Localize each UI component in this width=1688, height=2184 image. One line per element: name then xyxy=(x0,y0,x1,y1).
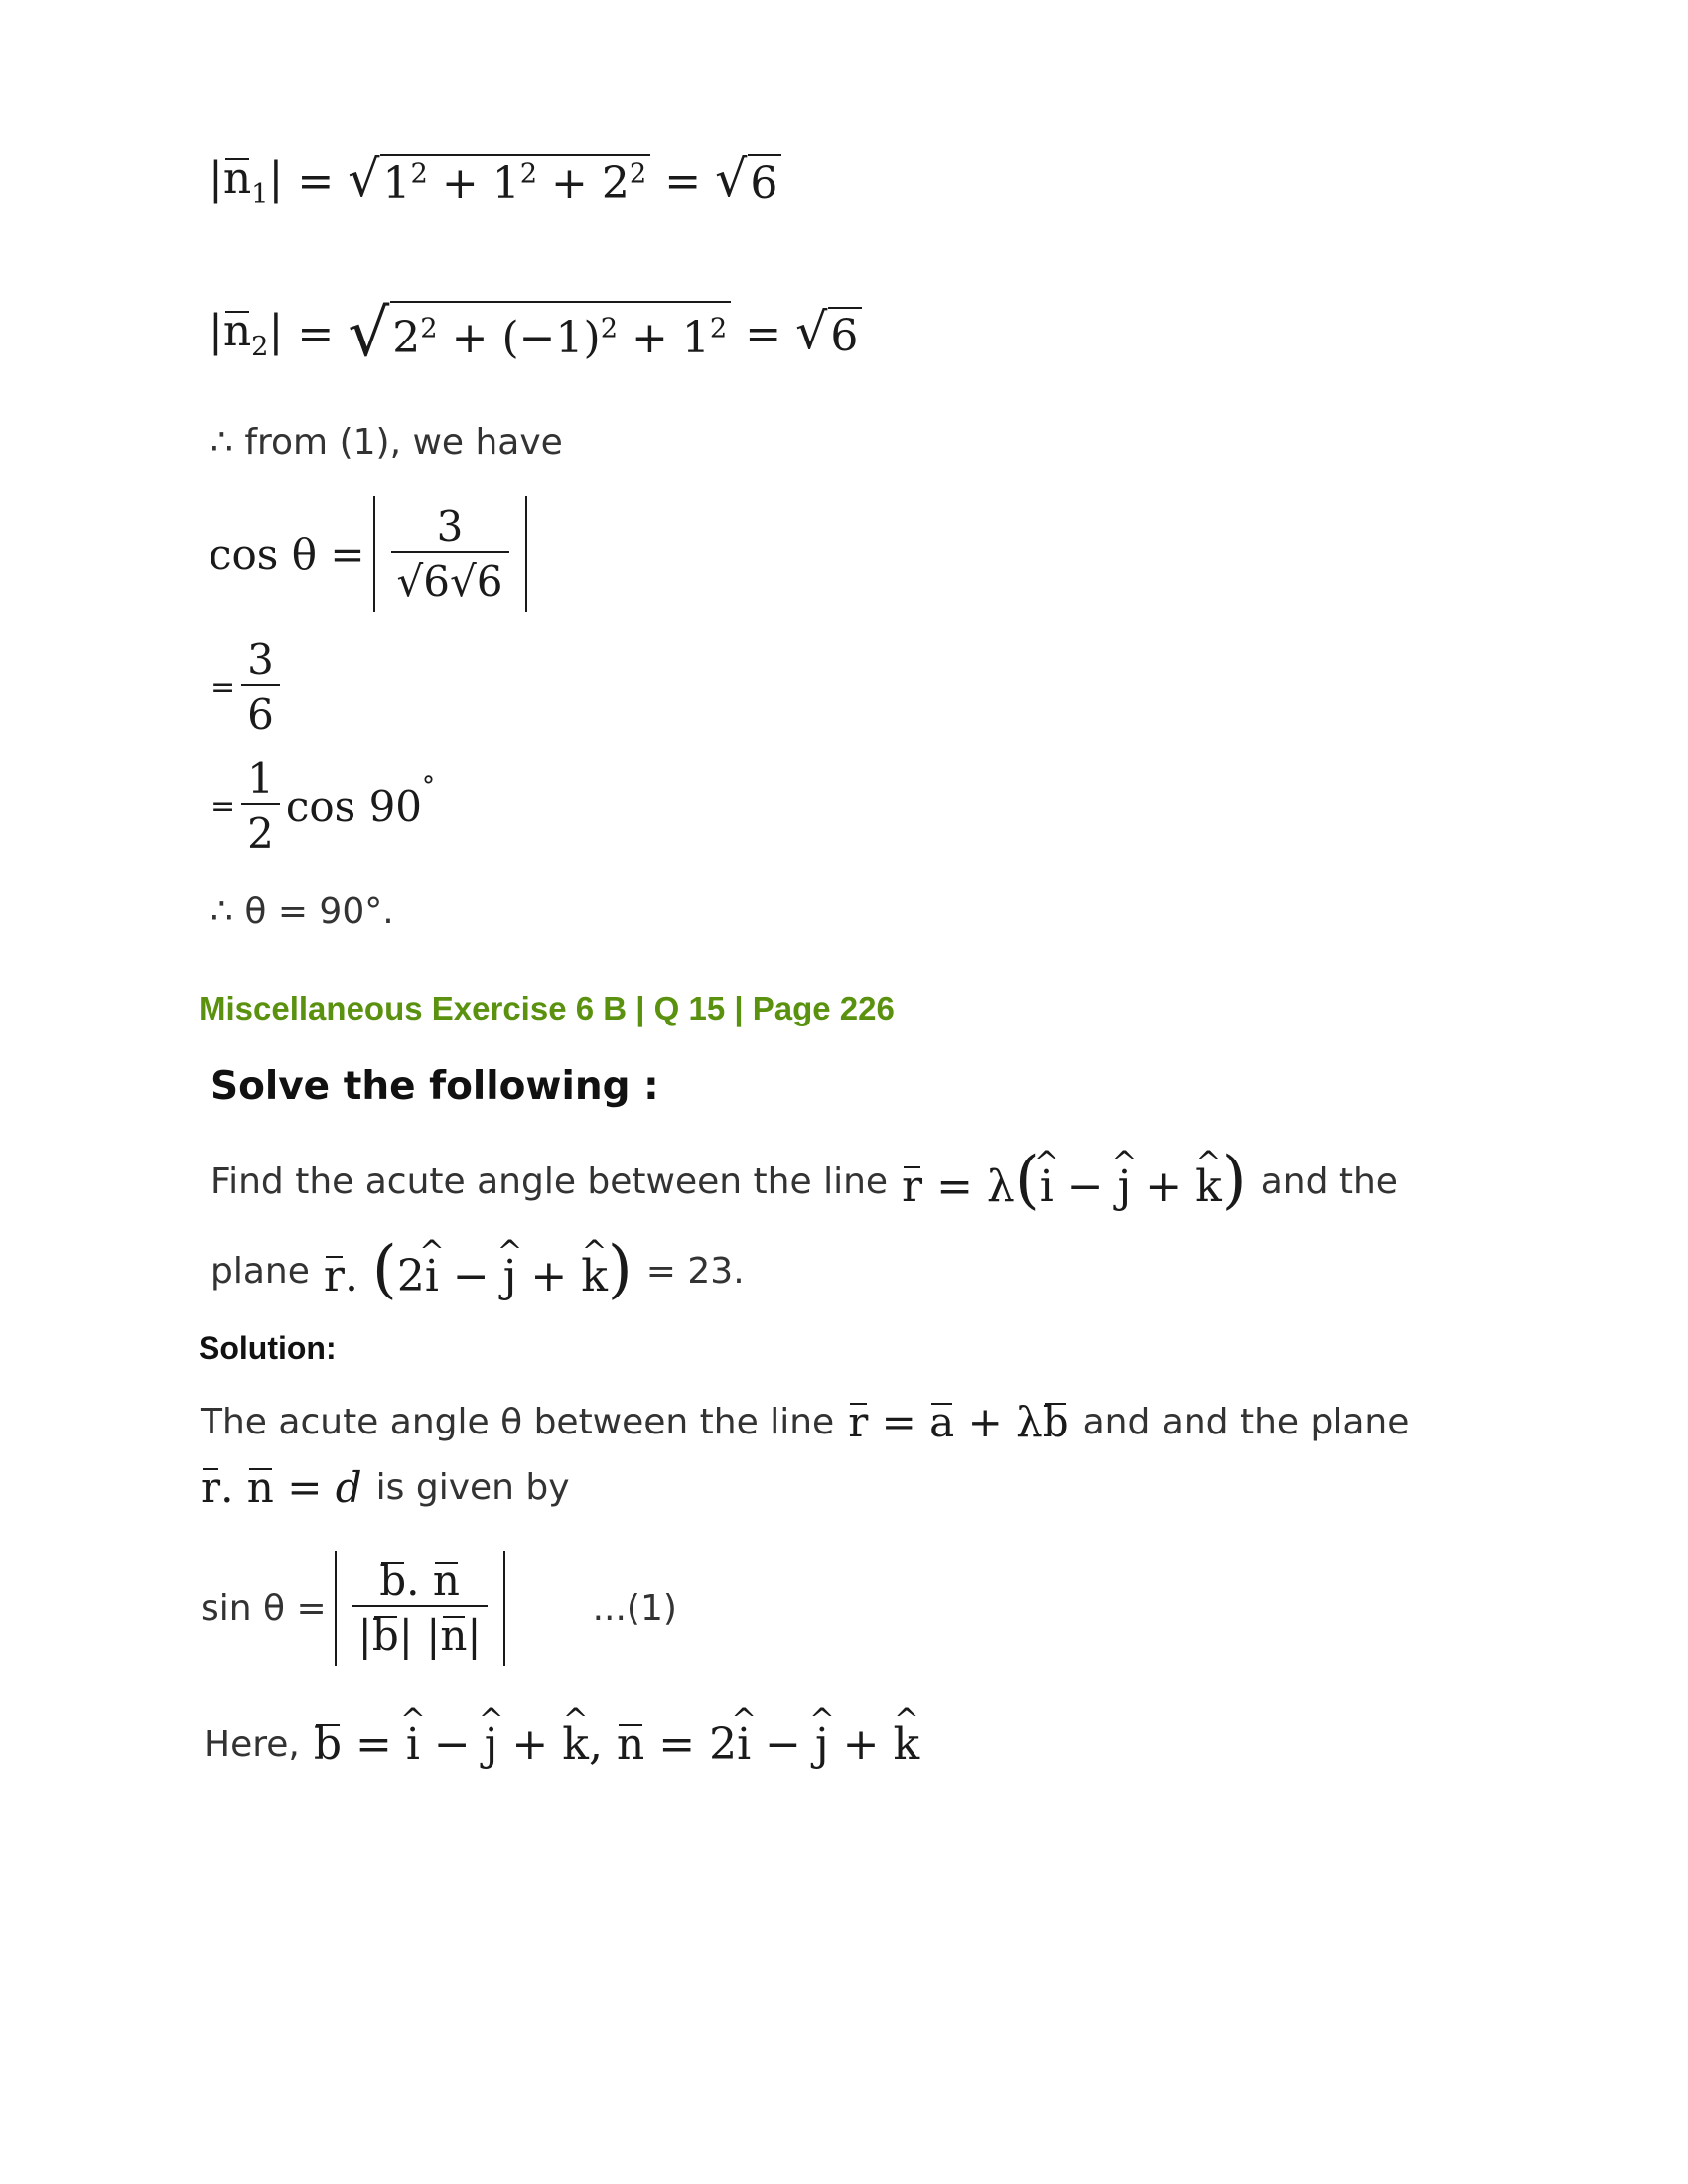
question-line-1: Find the acute angle between the line r = λ(i ^ − j ^ + k ^) and the xyxy=(211,1142,1398,1221)
question-line-2: plane r. (2i ^ − j ^ + k ^) = 23. xyxy=(211,1231,745,1310)
solution-label: Solution: xyxy=(199,1330,337,1366)
cos-numerator: 3 xyxy=(436,502,464,551)
question-heading: Solve the following : xyxy=(211,1064,659,1109)
sin-theta-formula: sin θ = $\frac{b. n}{|b| |n|}$ ...(1) xyxy=(201,1539,677,1678)
step-half-cos: = $\frac{1}{2}$ cos 90 ° xyxy=(211,754,436,858)
step-three-sixths: = $\frac{3}{6}$ xyxy=(211,635,286,739)
final-theta: ∴ θ = 90°. xyxy=(211,891,394,932)
solution-paragraph-line-2: r. n = d is given by xyxy=(201,1462,570,1512)
cos-label: cos θ = xyxy=(209,529,365,579)
cos-denominator: √6√6 xyxy=(391,551,509,606)
n2-magnitude-equation: $|n_2|$ = √ $2^2 + (-1)^2 + 1^2$ = √ 6 xyxy=(209,294,862,373)
here-vectors-line: Here, b = i ^ − j ^ + k ^, n = 2i ^ − j ^ + k ^ xyxy=(204,1709,919,1779)
equation-reference: ...(1) xyxy=(592,1587,677,1629)
solution-paragraph-line-1: The acute angle θ between the line r = a + λb and and the plane xyxy=(201,1397,1410,1446)
therefore-text: ∴ from (1), we have xyxy=(211,422,563,463)
cos-theta-equation xyxy=(209,496,535,612)
question-tag: Miscellaneous Exercise 6 B | Q 15 | Page 226 xyxy=(199,990,895,1026)
n1-magnitude-equation: $|n_1|$ = √ $1^2 + 1^2 + 2^2$ = √ 6 xyxy=(209,149,781,212)
